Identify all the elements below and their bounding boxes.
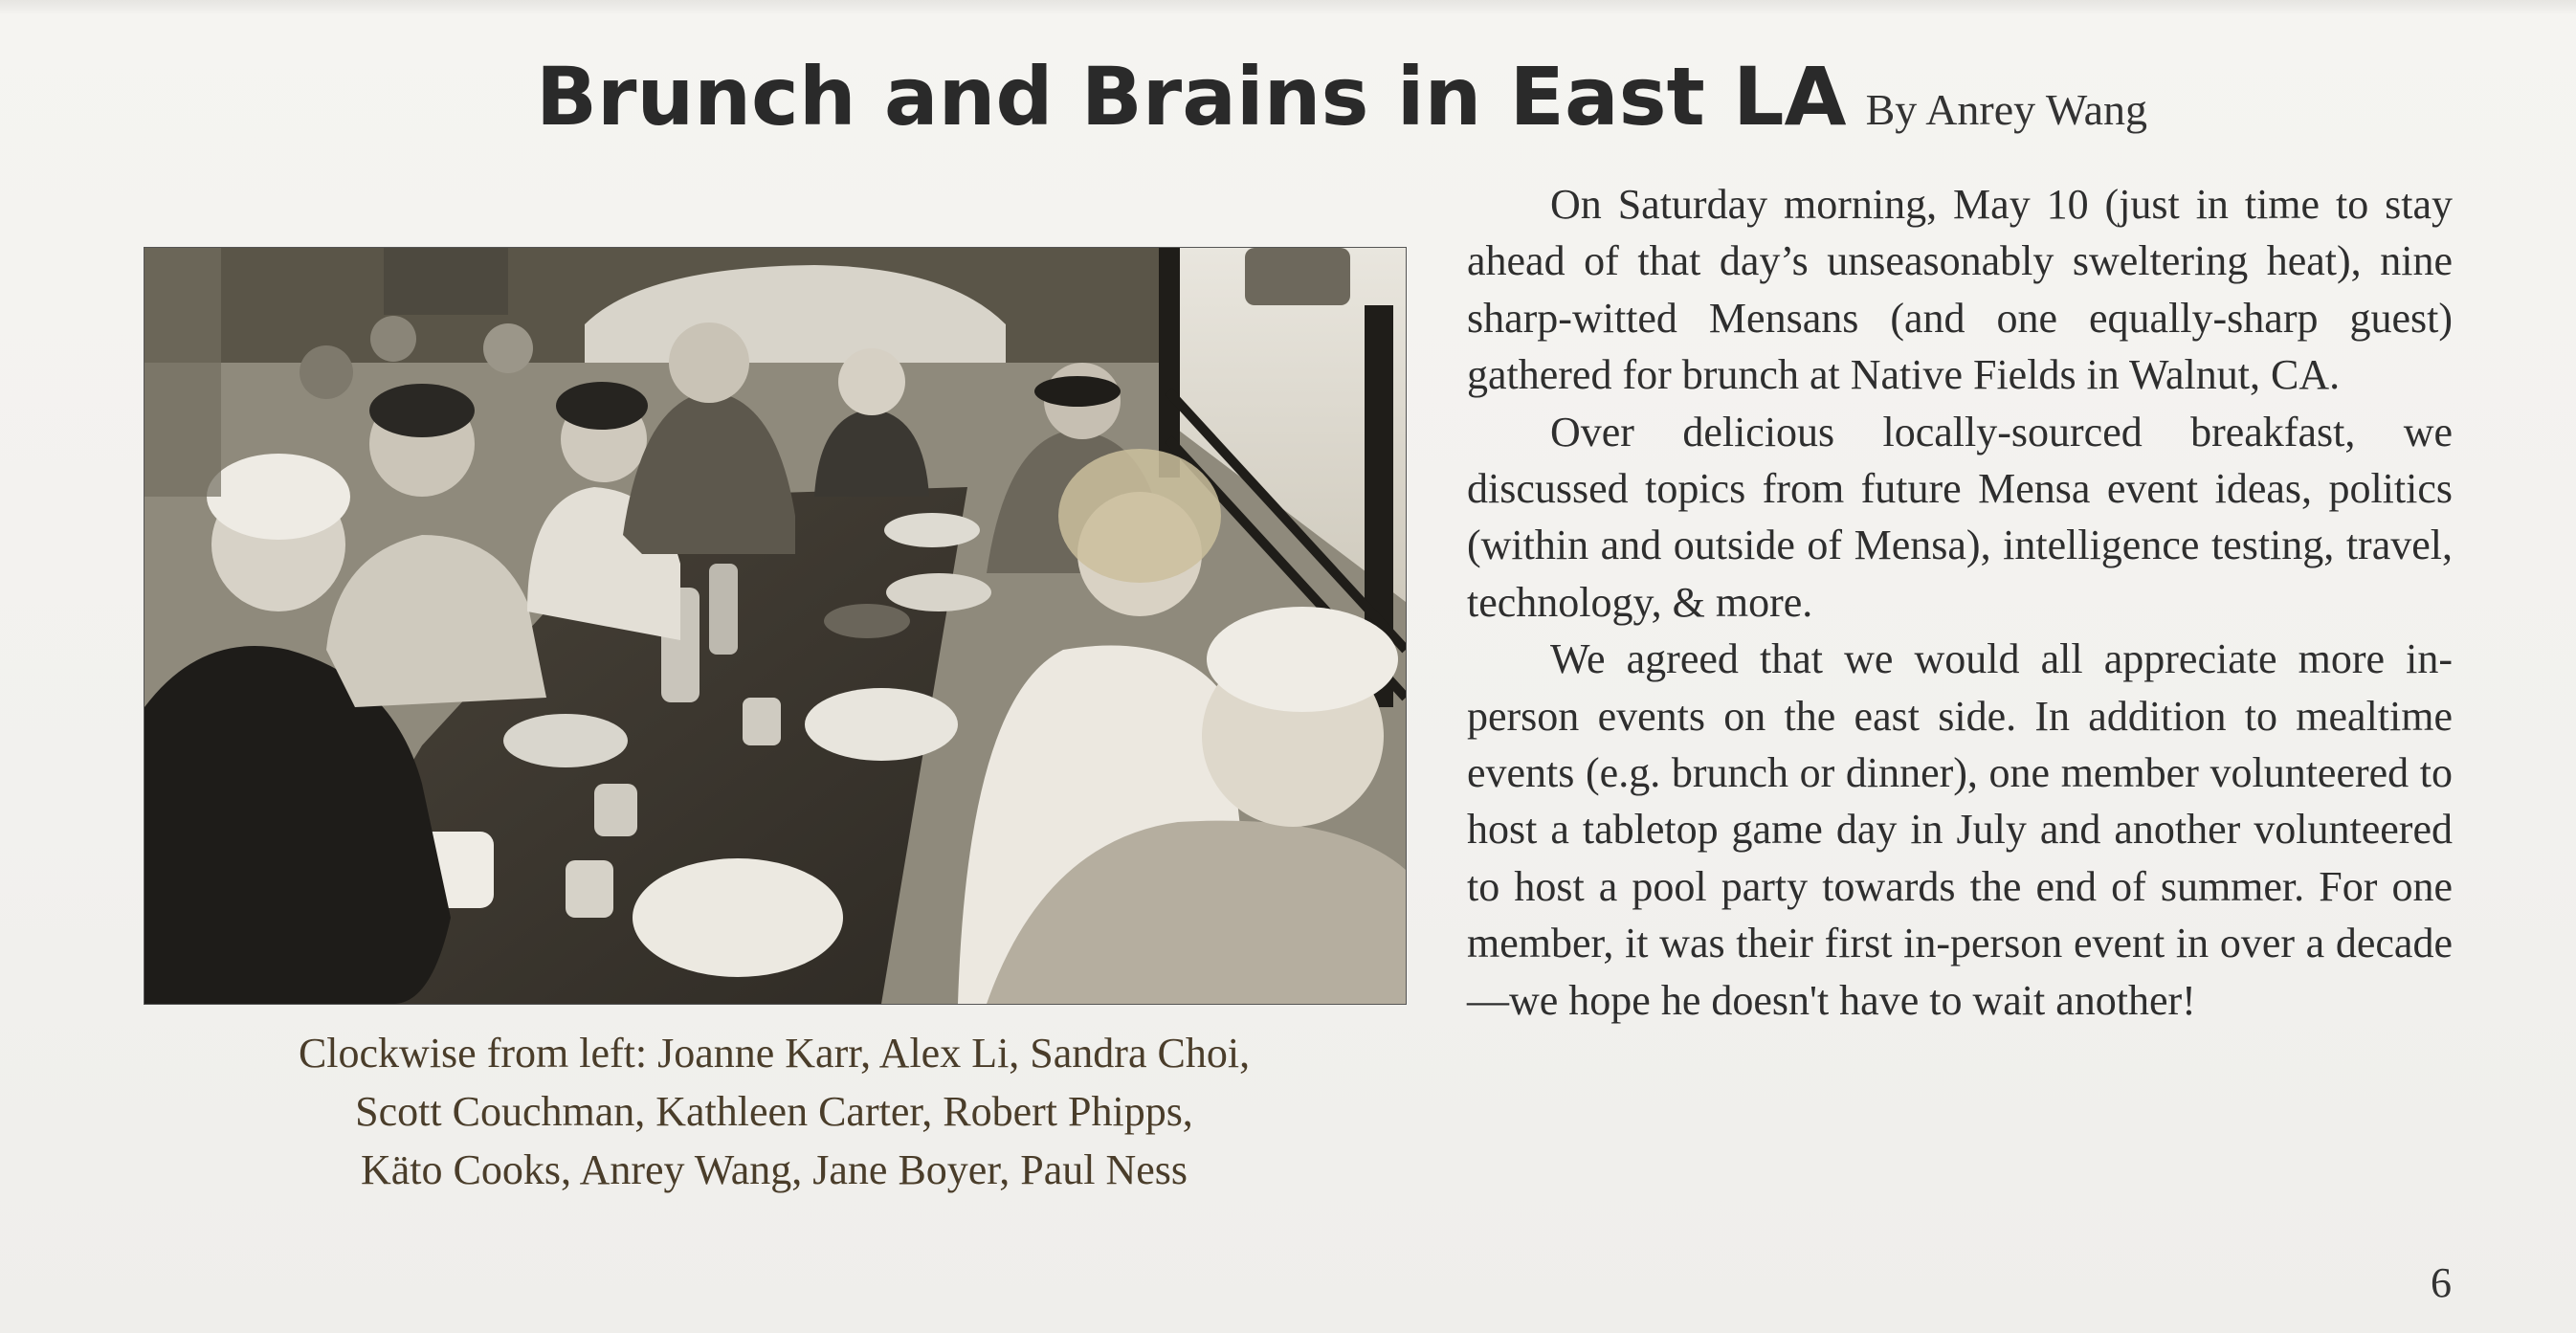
photo-caption (144, 1024, 1405, 1199)
article-paragraph: We agreed that we would all appreciate more in-person events on the east side. In addition to mealtime events (e.g. brunch or dinner), one member volunteered to host a tabletop game day in July and another volunteered to host a pool party towards the end of summer. For one member, it was their first in-person event in over a decade—we hope he doesn't have to wait another! (1467, 635, 2453, 1024)
previous-page-edge (0, 0, 2576, 13)
article-paragraph: On Saturday morning, May 10 (just in time to stay ahead of that day’s unseasonably sweltering heat), nine sharp-witted Mensans (and one equally-sharp guest) gathered for brunch at Native Fields in Walnut, CA. (1467, 181, 2453, 399)
article-byline: By Anrey Wang (1865, 85, 2147, 134)
article-paragraph: Over delicious locally-sourced breakfast, we discussed topics from future Mensa event ideas, politics (within and outside of Mensa), intelligence testing, travel, technology, & more. (1467, 408, 2453, 626)
article-title: Brunch and Brains in East LA (536, 50, 1847, 144)
caption-line: Scott Couchman, Kathleen Carter, Robert Phipps, (355, 1088, 1193, 1135)
page-number: 6 (2431, 1259, 2452, 1306)
caption-line: Clockwise from left: Joanne Karr, Alex Li, Sandra Choi, (298, 1030, 1251, 1077)
caption-line: Käto Cooks, Anrey Wang, Jane Boyer, Paul Ness (361, 1146, 1188, 1193)
article-body (1467, 176, 2453, 1029)
article-headline (536, 50, 2354, 144)
group-brunch-photo (144, 247, 1407, 1005)
